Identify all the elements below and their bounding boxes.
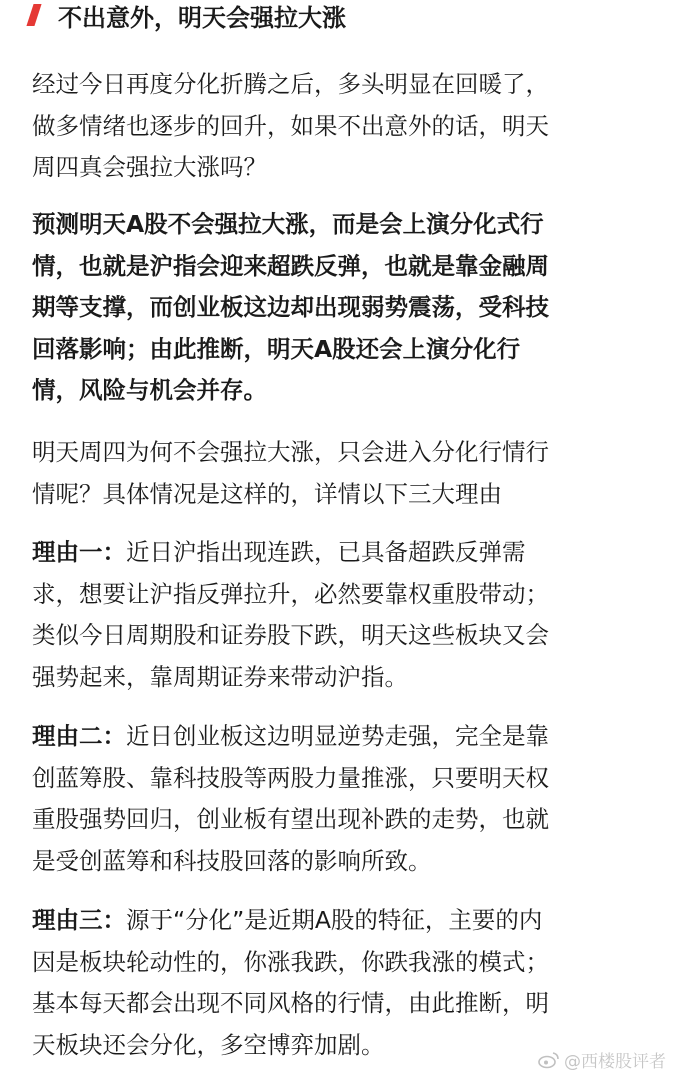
weibo-icon	[538, 1051, 560, 1069]
reason-three	[32, 900, 662, 1066]
article-header	[30, 0, 346, 30]
reason-one-lead: 理由一：	[32, 538, 126, 566]
paragraph-prediction: 预测明天A股不会强拉大涨，而是会上演分化式行 情，也就是沪指会迎来超跌反弹，也就是靠金融周 期等支撑，而创业板这边却出现弱势震荡，受科技 回落影响；由此推断，明天A股还会上演分化行 情，风险与机会并存。	[32, 210, 549, 404]
reason-two	[32, 716, 662, 882]
reason-two-text: 近日创业板这边明显逆势走强，完全是靠 创蓝筹股、靠科技股等两股力量推涨，只要明天权 重股强势回归，创业板有望出现补跌的走势，也就 是受创蓝筹和科技股回落的影响所致。	[32, 722, 549, 875]
watermark-text: @西楼股评者	[564, 1052, 666, 1072]
slash-accent-icon	[26, 4, 41, 26]
watermark	[538, 1047, 666, 1072]
reason-three-text: 源于“分化”是近期A股的特征，主要的内 因是板块轮动性的，你涨我跌，你跌我涨的模式； 基本每天都会出现不同风格的行情，由此推断，明 天板块还会分化，多空博弈加剧。	[32, 906, 549, 1059]
paragraph-intro: 经过今日再度分化折腾之后，多头明显在回暖了， 做多情绪也逐步的回升，如果不出意外的话，明天 周四真会强拉大涨吗？	[32, 70, 549, 181]
reason-one-text: 近日沪指出现连跌，已具备超跌反弹需 求，想要让沪指反弹拉升，必然要靠权重股带动； 类似今日周期股和证券股下跌，明天这些板块又会 强势起来，靠周期证券来带动沪指。	[32, 538, 549, 691]
reason-three-lead: 理由三：	[32, 906, 126, 934]
paragraph-question: 明天周四为何不会强拉大涨，只会进入分化行情行 情呢？具体情况是这样的，详情以下三大理由	[32, 438, 549, 508]
article-title: 不出意外，明天会强拉大涨	[58, 3, 346, 32]
reason-two-lead: 理由二：	[32, 722, 126, 750]
reason-one	[32, 532, 662, 698]
